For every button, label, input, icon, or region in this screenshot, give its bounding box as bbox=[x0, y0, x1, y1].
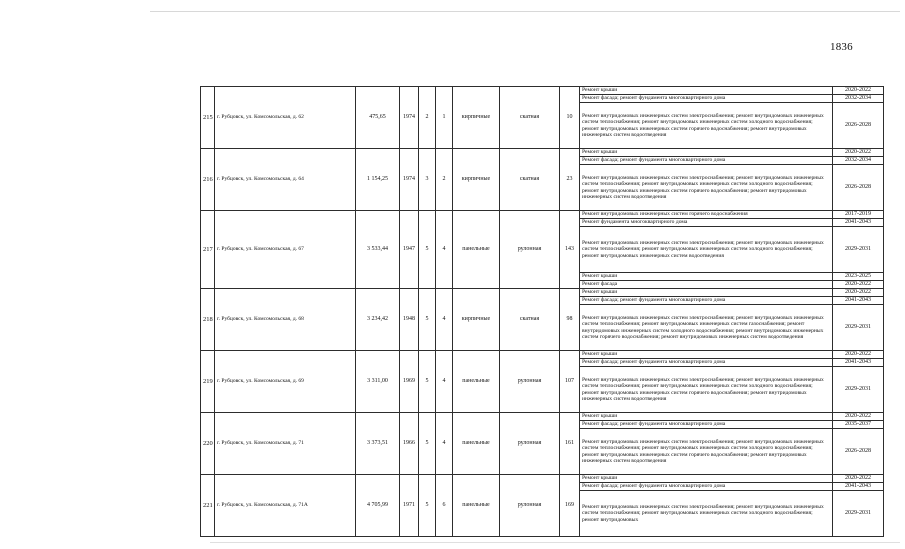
building-address: г. Рубцовск, ул. Комсомольская, д. 68 bbox=[215, 289, 356, 351]
residents-count: 98 bbox=[560, 289, 580, 351]
wall-material: панельные bbox=[453, 351, 500, 413]
building-area: 3 373,51 bbox=[356, 413, 400, 475]
repair-work-name: Ремонт крыши bbox=[580, 413, 833, 421]
scan-edge-bottom bbox=[210, 542, 900, 543]
repair-work-name: Ремонт крыши bbox=[580, 87, 833, 95]
building-floors: 5 bbox=[419, 413, 436, 475]
building-address: г. Рубцовск, ул. Комсомольская, д. 69 bbox=[215, 351, 356, 413]
table-row bbox=[201, 289, 884, 297]
residents-count: 169 bbox=[560, 475, 580, 537]
building-floors: 5 bbox=[419, 289, 436, 351]
building-area: 3 311,00 bbox=[356, 351, 400, 413]
scan-edge-top bbox=[150, 11, 900, 12]
repair-period: 2041-2043 bbox=[833, 359, 884, 367]
repair-work-name: Ремонт фасада; ремонт фундамента многоквартирного дома bbox=[580, 359, 833, 367]
building-number: 215 bbox=[201, 87, 215, 149]
roof-type: скатная bbox=[500, 289, 560, 351]
building-entrances: 4 bbox=[436, 211, 453, 289]
repair-period: 2041-2043 bbox=[833, 219, 884, 227]
table-row bbox=[201, 87, 884, 95]
repair-work-name: Ремонт внутридомовых инженерных систем электроснабжения; ремонт внутридомовых инженерных систем теплоснабжения; ремонт внутридомовых инженерных систем холодного водоснабжения; ремонт внутридомовых инженерных систем горячего водоснабжения; ремонт внутридомовых инженерных систем водоотведения bbox=[580, 103, 833, 149]
building-number: 217 bbox=[201, 211, 215, 289]
repair-period: 2041-2043 bbox=[833, 297, 884, 305]
repair-period: 2020-2022 bbox=[833, 87, 884, 95]
repair-work-name: Ремонт крыши bbox=[580, 289, 833, 297]
building-floors: 2 bbox=[419, 87, 436, 149]
table-row bbox=[201, 211, 884, 219]
building-year: 1974 bbox=[400, 149, 419, 211]
wall-material: панельные bbox=[453, 211, 500, 289]
repair-period: 2026-2028 bbox=[833, 429, 884, 475]
wall-material: кирпичные bbox=[453, 149, 500, 211]
wall-material: панельные bbox=[453, 413, 500, 475]
residents-count: 161 bbox=[560, 413, 580, 475]
repair-period: 2020-2022 bbox=[833, 289, 884, 297]
building-address: г. Рубцовск, ул. Комсомольская, д. 62 bbox=[215, 87, 356, 149]
building-number: 219 bbox=[201, 351, 215, 413]
building-number: 220 bbox=[201, 413, 215, 475]
repair-period: 2020-2022 bbox=[833, 413, 884, 421]
building-entrances: 1 bbox=[436, 87, 453, 149]
roof-type: рулонная bbox=[500, 475, 560, 537]
building-area: 475,65 bbox=[356, 87, 400, 149]
repair-work-name: Ремонт крыши bbox=[580, 475, 833, 483]
repair-work-name: Ремонт внутридомовых инженерных систем электроснабжения; ремонт внутридомовых инженерных систем теплоснабжения; ремонт внутридомовых инженерных систем холодного водоснабжения; ремонт внутридомовых инженерных систем водоотведения bbox=[580, 227, 833, 273]
building-area: 3 533,44 bbox=[356, 211, 400, 289]
repair-period: 2020-2022 bbox=[833, 149, 884, 157]
building-number: 221 bbox=[201, 475, 215, 537]
building-number: 218 bbox=[201, 289, 215, 351]
wall-material: кирпичные bbox=[453, 87, 500, 149]
building-area: 3 234,42 bbox=[356, 289, 400, 351]
residents-count: 23 bbox=[560, 149, 580, 211]
building-floors: 5 bbox=[419, 211, 436, 289]
repair-period: 2020-2022 bbox=[833, 351, 884, 359]
building-entrances: 2 bbox=[436, 149, 453, 211]
page-number: 1836 bbox=[830, 41, 853, 53]
building-floors: 5 bbox=[419, 475, 436, 537]
building-floors: 3 bbox=[419, 149, 436, 211]
repair-period: 2023-2025 bbox=[833, 273, 884, 281]
repair-period: 2032-2034 bbox=[833, 95, 884, 103]
repair-period: 2017-2019 bbox=[833, 211, 884, 219]
repair-work-name: Ремонт крыши bbox=[580, 273, 833, 281]
repair-period: 2029-2031 bbox=[833, 305, 884, 351]
repair-period: 2029-2031 bbox=[833, 491, 884, 537]
repair-work-name: Ремонт фасада; ремонт фундамента многоквартирного дома bbox=[580, 157, 833, 165]
building-address: г. Рубцовск, ул. Комсомольская, д. 71 bbox=[215, 413, 356, 475]
roof-type: скатная bbox=[500, 87, 560, 149]
repair-period: 2029-2031 bbox=[833, 227, 884, 273]
residents-count: 143 bbox=[560, 211, 580, 289]
roof-type: рулонная bbox=[500, 351, 560, 413]
building-number: 216 bbox=[201, 149, 215, 211]
building-year: 1969 bbox=[400, 351, 419, 413]
table-body bbox=[201, 87, 884, 537]
repair-work-name: Ремонт фундамента многоквартирного дома bbox=[580, 219, 833, 227]
repair-work-name: Ремонт внутридомовых инженерных систем электроснабжения; ремонт внутридомовых инженерных систем теплоснабжения; ремонт внутридомовых инженерных систем холодного водоснабжения; ремонт внутридомовых bbox=[580, 491, 833, 537]
building-entrances: 4 bbox=[436, 289, 453, 351]
repair-schedule-table bbox=[200, 86, 884, 537]
table-row bbox=[201, 413, 884, 421]
table-row bbox=[201, 149, 884, 157]
building-year: 1971 bbox=[400, 475, 419, 537]
building-area: 4 705,99 bbox=[356, 475, 400, 537]
repair-work-name: Ремонт внутридомовых инженерных систем электроснабжения; ремонт внутридомовых инженерных систем теплоснабжения; ремонт внутридомовых инженерных систем холодного водоснабжения; ремонт внутридомовых инженерных систем горячего водоснабжения; ремонт внутридомовых инженерных систем водоотведения bbox=[580, 367, 833, 413]
repair-work-name: Ремонт крыши bbox=[580, 149, 833, 157]
building-year: 1966 bbox=[400, 413, 419, 475]
building-entrances: 4 bbox=[436, 413, 453, 475]
building-entrances: 6 bbox=[436, 475, 453, 537]
repair-period: 2026-2028 bbox=[833, 103, 884, 149]
repair-work-name: Ремонт внутридомовых инженерных систем горячего водоснабжения bbox=[580, 211, 833, 219]
building-year: 1974 bbox=[400, 87, 419, 149]
repair-work-name: Ремонт внутридомовых инженерных систем электроснабжения; ремонт внутридомовых инженерных систем теплоснабжения; ремонт внутридомовых инженерных систем газоснабжения; ремонт внутридомовых инженерных систем холодного водоснабжения; ремонт внутридомовых инженерных систем горячего водоснабжения; ремонт внутридомовых инженерных систем водоотведения bbox=[580, 305, 833, 351]
repair-work-name: Ремонт фасада bbox=[580, 281, 833, 289]
building-address: г. Рубцовск, ул. Комсомольская, д. 71А bbox=[215, 475, 356, 537]
building-address: г. Рубцовск, ул. Комсомольская, д. 67 bbox=[215, 211, 356, 289]
residents-count: 107 bbox=[560, 351, 580, 413]
repair-period: 2029-2031 bbox=[833, 367, 884, 413]
repair-period: 2026-2028 bbox=[833, 165, 884, 211]
roof-type: рулонная bbox=[500, 211, 560, 289]
roof-type: рулонная bbox=[500, 413, 560, 475]
table-row bbox=[201, 351, 884, 359]
repair-period: 2020-2022 bbox=[833, 475, 884, 483]
repair-work-name: Ремонт внутридомовых инженерных систем электроснабжения; ремонт внутридомовых инженерных систем теплоснабжения; ремонт внутридомовых инженерных систем холодного водоснабжения; ремонт внутридомовых инженерных систем горячего водоснабжения; ремонт внутридомовых инженерных систем водоотведения bbox=[580, 165, 833, 211]
building-area: 1 154,25 bbox=[356, 149, 400, 211]
repair-period: 2041-2043 bbox=[833, 483, 884, 491]
residents-count: 10 bbox=[560, 87, 580, 149]
building-address: г. Рубцовск, ул. Комсомольская, д. 64 bbox=[215, 149, 356, 211]
building-year: 1948 bbox=[400, 289, 419, 351]
building-year: 1947 bbox=[400, 211, 419, 289]
roof-type: скатная bbox=[500, 149, 560, 211]
repair-work-name: Ремонт крыши bbox=[580, 351, 833, 359]
repair-work-name: Ремонт фасада; ремонт фундамента многоквартирного дома bbox=[580, 95, 833, 103]
building-entrances: 4 bbox=[436, 351, 453, 413]
repair-work-name: Ремонт фасада; ремонт фундамента многоквартирного дома bbox=[580, 483, 833, 491]
table-row bbox=[201, 475, 884, 483]
wall-material: панельные bbox=[453, 475, 500, 537]
repair-period: 2035-2037 bbox=[833, 421, 884, 429]
wall-material: кирпичные bbox=[453, 289, 500, 351]
repair-work-name: Ремонт фасада; ремонт фундамента многоквартирного дома bbox=[580, 297, 833, 305]
building-floors: 5 bbox=[419, 351, 436, 413]
repair-work-name: Ремонт фасада; ремонт фундамента многоквартирного дома bbox=[580, 421, 833, 429]
repair-period: 2032-2034 bbox=[833, 157, 884, 165]
repair-work-name: Ремонт внутридомовых инженерных систем электроснабжения; ремонт внутридомовых инженерных систем теплоснабжения; ремонт внутридомовых инженерных систем холодного водоснабжения; ремонт внутридомовых инженерных систем горячего водоснабжения; ремонт внутридомовых инженерных систем водоотведения bbox=[580, 429, 833, 475]
repair-period: 2020-2022 bbox=[833, 281, 884, 289]
